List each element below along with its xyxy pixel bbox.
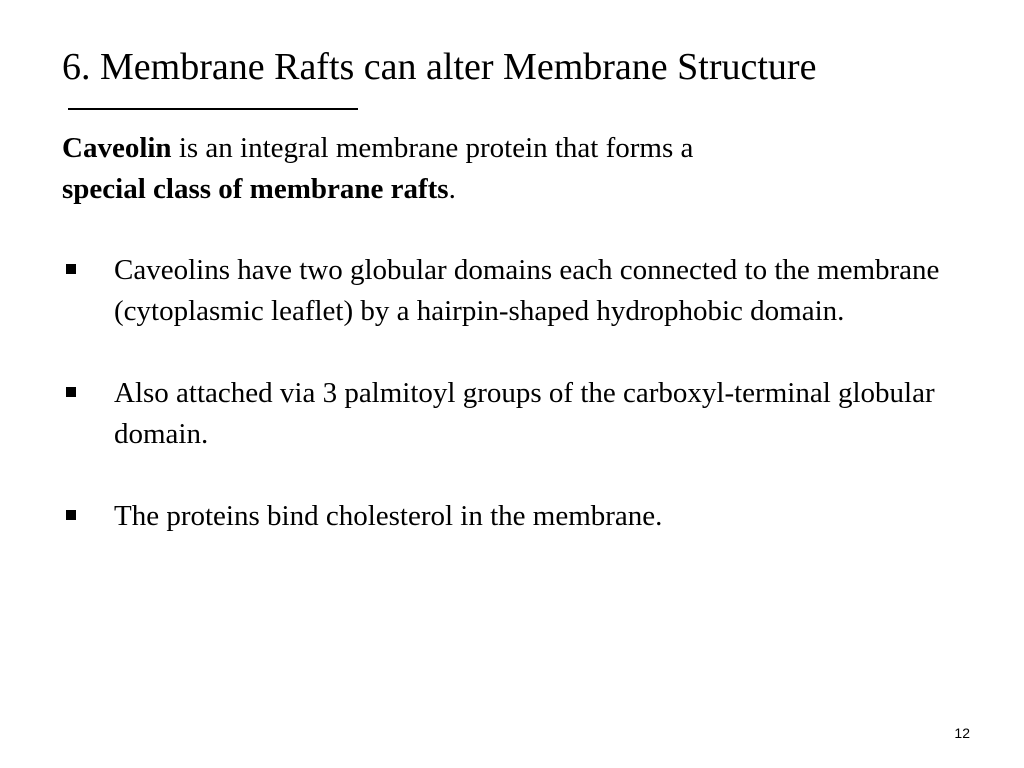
title-underline — [68, 108, 358, 110]
intro-paragraph — [62, 128, 962, 210]
bullet-item — [62, 373, 962, 455]
bullet-item — [62, 250, 962, 332]
intro-bold-phrase: special class of membrane rafts — [62, 173, 449, 205]
page-number: 12 — [954, 725, 970, 741]
bullet-list — [62, 250, 962, 537]
square-bullet-icon — [66, 387, 76, 397]
bullet-text: The proteins bind cholesterol in the membrane. — [114, 500, 663, 532]
slide-title: 6. Membrane Rafts can alter Membrane Structure — [62, 46, 817, 88]
intro-text: is an integral membrane protein that forms a — [171, 132, 694, 164]
square-bullet-icon — [66, 264, 76, 274]
intro-term: Caveolin — [62, 132, 172, 164]
intro-end-punct: . — [448, 173, 456, 205]
square-bullet-icon — [66, 510, 76, 520]
bullet-text: Caveolins have two globular domains each connected to the membrane (cytoplasmic leaflet) by a hairpin-shaped hydrophobic domain. — [114, 254, 940, 327]
bullet-item — [62, 496, 962, 537]
bullet-text: Also attached via 3 palmitoyl groups of the carboxyl-terminal globular domain. — [114, 377, 935, 450]
